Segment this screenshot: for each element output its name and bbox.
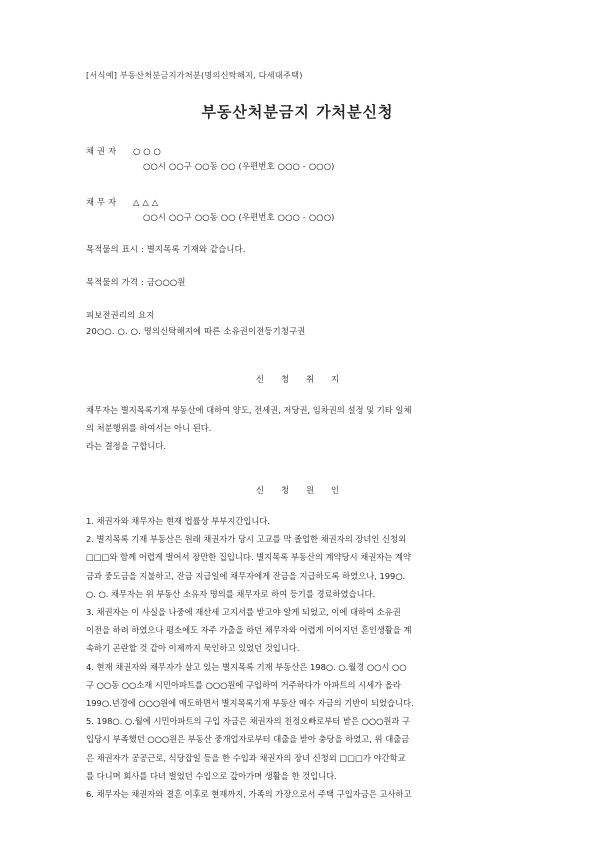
debtor-name: △ △ △ [133, 197, 159, 207]
reasons-heading: 신청원인 [255, 485, 357, 495]
reasons-body [86, 512, 509, 803]
target-value: 목적물의 가격 : 금○○○원 [86, 277, 186, 287]
purpose-line: 채무자는 별지목록기재 부동산에 대하여 양도, 전세권, 저당권, 임차권의 설정 및 기타 일체 [86, 405, 412, 415]
document-title: 부동산처분금지 가처분신청 [201, 103, 394, 121]
purpose-heading: 신청취지 [255, 374, 357, 384]
preserved-right-label: 피보전권리의 요지 [86, 310, 155, 320]
reasons-line: 은 채권자가 공공근로, 식당잡일 등을 한 수입과 채권자의 장녀 신청외 □□□가 야간학교 [86, 752, 406, 763]
reasons-line: □□□와 함께 어렵게 벌어서 장만한 집입니다. 별지목록 부동산의 계약당시 채권자는 계약 [86, 552, 412, 563]
reasons-line: 속하기 곤란할 것 같아 이제까지 묵인하고 있었던 것입니다. [86, 643, 300, 654]
reasons-line: 4. 현재 채권자와 채무자가 살고 있는 별지목록 기재 부동산은 198○. ○.월경 ○○시 ○○ [86, 661, 407, 672]
creditor-label: 채 권 자 [86, 146, 117, 156]
purpose-line: 라는 결정을 구합니다. [86, 441, 167, 452]
preserved-right-text: 20○○. ○. ○. 명의신탁해지에 따른 소유권이전등기청구권 [86, 326, 306, 336]
reasons-line: 이전을 하려 하였으나 평소에도 자주 가출을 하던 채무자와 어렵게 이어지던 혼인생활을 계 [86, 625, 412, 636]
debtor-address: ○○시 ○○구 ○○동 ○○ (우편번호 ○○○ - ○○○) [143, 212, 335, 222]
reasons-line: 를 다니며 회사를 다녀 벌었던 수입으로 갚아가며 생활을 한 것입니다. [86, 770, 337, 781]
reasons-line: 2. 별지목록 기재 부동산은 원래 채권자가 당시 고교를 막 졸업한 채권자의 장녀인 신청외 [86, 534, 407, 545]
reasons-line: 6. 채무자는 채권자와 결혼 이후로 현재까지, 가족의 가장으로서 주택 구입자금은 고사하고 [86, 789, 412, 800]
reasons-line: ○. ○. 채무자는 위 부동산 소유자 명의를 채무자로 하여 등기를 경료하였습니다. [86, 588, 376, 599]
creditor-address: ○○시 ○○구 ○○동 ○○ (우편번호 ○○○ - ○○○) [143, 161, 335, 171]
reasons-line: 5. 198○. ○.월에 시민아파트의 구입 자금은 채권자의 친정오빠로부터 받은 ○○○원과 구 [86, 716, 411, 727]
reasons-line: 199○.년경에 ○○○원에 매도하면서 별지목록기재 부동산 매수 자금의 기반이 되었습니다. [86, 698, 414, 709]
reasons-line: 3. 채권자는 이 사실을 나중에 재산세 고지서를 받고야 알게 되었고, 이에 대하여 소유권 [86, 607, 401, 618]
reasons-line: 금과 중도금을 지불하고, 잔금 지급일에 채무자에게 잔금을 지급하도록 하였으나, 199○. [86, 570, 406, 581]
purpose-body [86, 401, 509, 456]
form-header: [서식예] 부동산처분금지가처분(명의신탁해지, 다세대주택) [86, 70, 303, 80]
debtor-label: 채 무 자 [86, 197, 117, 207]
purpose-line: 의 처분행위를 하여서는 아니 된다. [86, 423, 212, 434]
reasons-line: 입당시 부족했던 ○○○원은 부동산 중개업자로부터 대출을 받아 충당을 하였고, 위 대출금 [86, 734, 410, 745]
reasons-line: 1. 채권자와 채무자는 현재 법률상 부부지간입니다. [86, 516, 271, 526]
creditor-name: ○ ○ ○ [133, 146, 161, 156]
target-display: 목적물의 표시 : 별지목록 기재와 같습니다. [86, 244, 246, 254]
reasons-line: 구 ○○동 ○○소재 시민아파트를 ○○○원에 구입하여 거주하다가 아파트의 시세가 올라 [86, 679, 401, 690]
